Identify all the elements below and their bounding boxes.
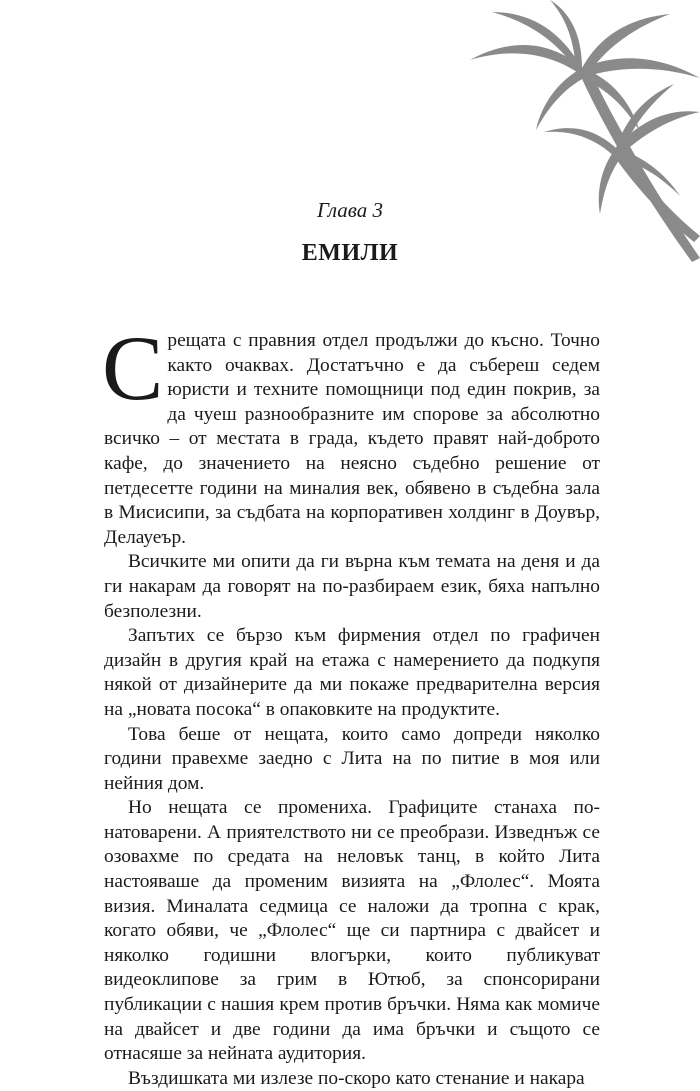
paragraph: Това беше от нещата, които само допреди няколко години правехме заедно с Лита на по питие в моя или нейния дом. [104,723,600,794]
paragraph [102,317,600,550]
paragraph: Но нещата се промениха. Графиците станаха по-натоварени. А приятелството ни се преобрази. Изведнъж се озовахме по средата на неловък танц, в който Лита настояваше да променим визията на „Флолес“. Моята визия. Миналата седмица се наложи да тропна с крак, когато обяви, че „Флолес“ ще си партнира с двайсет и няколко годишни влогърки, които публикуват видеоклипове за грим в Ютюб, за спонсорирани публикации с нашия крем против бръчки. Няма как момиче на двайсет и две години да има бръчки и същото се отнасяше за нейната аудитория. [104,797,600,1065]
paragraph: Всичките ми опити да ги върна към темата на деня и да ги накарам да говорят на по-разбираем език, бяха напълно безполезни. [104,551,600,622]
paragraph: Въздишката ми излезе по-скоро като стенание и накара [128,1067,585,1089]
paragraph: Запътих се бързо към фирмения отдел по графичен дизайн в другия край на етажа с намерението да подкупя някой от дизайнерите да ми покаже предварителна версия на „новата посока“ в опаковките на продуктите. [104,625,600,720]
palm-tree-icon [470,0,700,270]
drop-cap: С [102,317,164,419]
chapter-label: Глава 3 [317,198,383,222]
chapter-title: ЕМИЛИ [301,240,399,266]
paragraph-text: рещата с правния отдел продължи до късно. Точно както очаквах. Достатъчно е да събереш седем юристи и техните помощници под един покрив, за да чуеш разнообразните им спорове за абсолютно всичко – от местата в града, където правят най-доброто кафе, до значението на неясно съдебно решение от петдесетте години на миналия век, обявено в съдебна зала в Мисисипи, за съдбата на корпоративен холдинг в Доувър, Делауеър. [104,330,600,548]
body-text [102,317,600,1091]
